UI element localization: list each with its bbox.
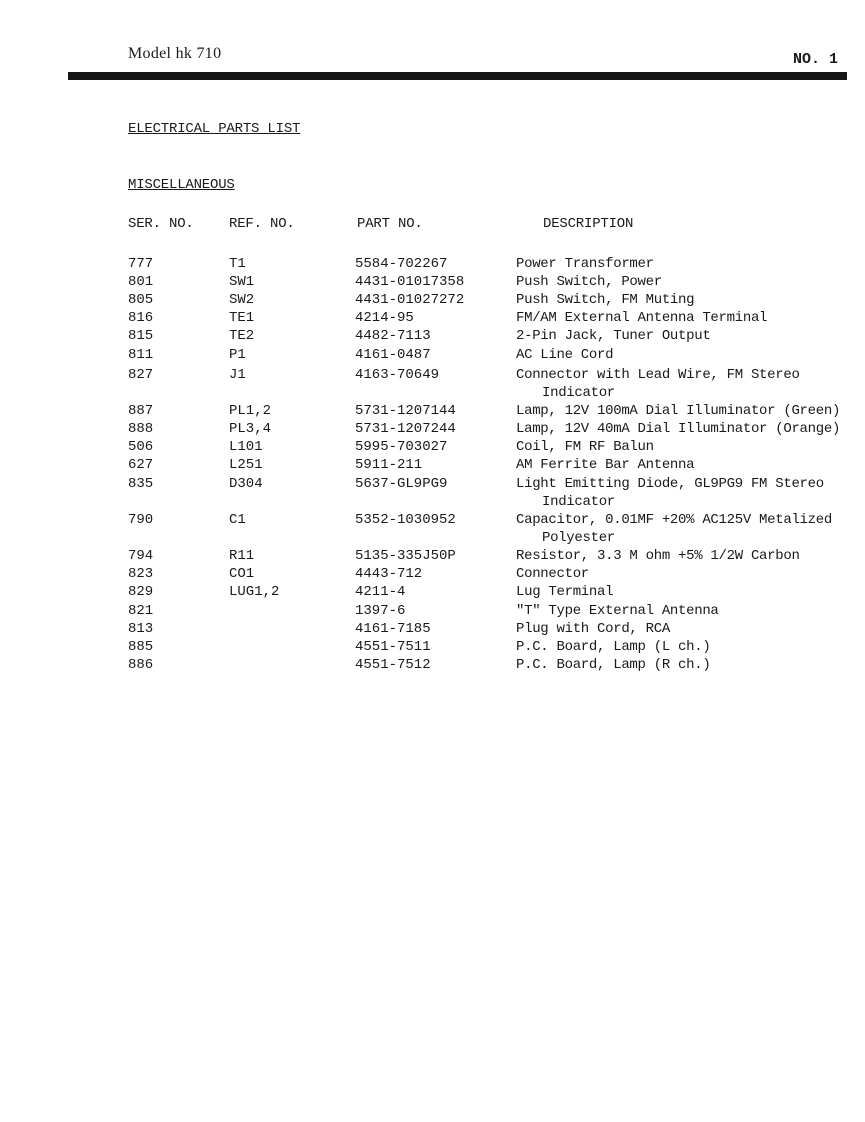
ser-no: 888 [128, 421, 154, 437]
ser-no: 815 [128, 328, 154, 344]
part-no: 5637-GL9PG9 [355, 476, 448, 492]
column-header-ref-no: REF. NO. [229, 216, 295, 232]
ser-no: 627 [128, 457, 154, 473]
table-row [0, 456, 865, 474]
table-row [0, 346, 865, 364]
page-number: NO. 1 [793, 51, 839, 68]
column-header-part-no: PART NO. [357, 216, 423, 232]
table-row [0, 565, 865, 583]
table-row [0, 620, 865, 638]
part-no: 5731-1207244 [355, 421, 456, 437]
table-row [0, 511, 865, 529]
ref-no: P1 [229, 347, 246, 363]
ref-no: TE2 [229, 328, 255, 344]
description: Plug with Cord, RCA [516, 621, 670, 637]
description: P.C. Board, Lamp (R ch.) [516, 657, 711, 673]
part-no: 4211-4 [355, 584, 406, 600]
ref-no: SW1 [229, 274, 255, 290]
description: Capacitor, 0.01MF +20% AC125V Metalized [516, 512, 832, 528]
ser-no: 777 [128, 256, 154, 272]
part-no: 4443-712 [355, 566, 423, 582]
description: Push Switch, Power [516, 274, 662, 290]
table-row [0, 402, 865, 420]
ser-no: 887 [128, 403, 154, 419]
description: Resistor, 3.3 M ohm +5% 1/2W Carbon [516, 548, 800, 564]
table-row [0, 366, 865, 384]
document-title: ELECTRICAL PARTS LIST [128, 121, 301, 137]
ser-no: 816 [128, 310, 154, 326]
ser-no: 506 [128, 439, 154, 455]
table-row [0, 273, 865, 291]
description: Light Emitting Diode, GL9PG9 FM Stereo [516, 476, 824, 492]
column-header-description: DESCRIPTION [543, 216, 634, 232]
ser-no: 811 [128, 347, 154, 363]
part-no: 4482-7113 [355, 328, 431, 344]
part-no: 5135-335J50P [355, 548, 456, 564]
description: Connector [516, 566, 589, 582]
part-no: 5731-1207144 [355, 403, 456, 419]
part-no: 4431-01027272 [355, 292, 465, 308]
part-no: 1397-6 [355, 603, 406, 619]
description: P.C. Board, Lamp (L ch.) [516, 639, 711, 655]
ref-no: TE1 [229, 310, 255, 326]
section-heading: MISCELLANEOUS [128, 177, 235, 193]
table-row [0, 291, 865, 309]
description: Power Transformer [516, 256, 654, 272]
ref-no: LUG1,2 [229, 584, 280, 600]
ser-no: 805 [128, 292, 154, 308]
description: Coil, FM RF Balun [516, 439, 654, 455]
ser-no: 821 [128, 603, 154, 619]
ref-no: SW2 [229, 292, 255, 308]
description: FM/AM External Antenna Terminal [516, 310, 768, 326]
table-row [0, 420, 865, 438]
table-row [0, 309, 865, 327]
ref-no: J1 [229, 367, 246, 383]
ser-no: 790 [128, 512, 154, 528]
part-no: 4551-7512 [355, 657, 431, 673]
ref-no: R11 [229, 548, 255, 564]
part-no: 4163-70649 [355, 367, 440, 383]
part-no: 4161-7185 [355, 621, 431, 637]
ref-no: C1 [229, 512, 246, 528]
ser-no: 885 [128, 639, 154, 655]
table-row [0, 255, 865, 273]
description-continuation: Indicator [542, 494, 615, 510]
ser-no: 801 [128, 274, 154, 290]
table-row [0, 475, 865, 493]
part-no: 5911-211 [355, 457, 423, 473]
table-row [0, 438, 865, 456]
ref-no: L251 [229, 457, 263, 473]
part-no: 4214-95 [355, 310, 414, 326]
ref-no: PL1,2 [229, 403, 272, 419]
description-continuation: Indicator [542, 385, 615, 401]
ser-no: 794 [128, 548, 154, 564]
model-label: Model hk 710 [128, 45, 222, 62]
part-no: 5995-703027 [355, 439, 448, 455]
table-row [0, 583, 865, 601]
description: "T" Type External Antenna [516, 603, 719, 619]
column-header-ser-no: SER. NO. [128, 216, 194, 232]
ser-no: 823 [128, 566, 154, 582]
ser-no: 813 [128, 621, 154, 637]
part-no: 5584-702267 [355, 256, 448, 272]
table-row [0, 327, 865, 345]
description: Lug Terminal [516, 584, 614, 600]
ref-no: T1 [229, 256, 246, 272]
description: Push Switch, FM Muting [516, 292, 695, 308]
ser-no: 886 [128, 657, 154, 673]
description: AM Ferrite Bar Antenna [516, 457, 695, 473]
ref-no: CO1 [229, 566, 255, 582]
table-row [0, 638, 865, 656]
ser-no: 835 [128, 476, 154, 492]
part-no: 4161-0487 [355, 347, 431, 363]
table-row [0, 656, 865, 674]
part-no: 4551-7511 [355, 639, 431, 655]
description: AC Line Cord [516, 347, 614, 363]
ref-no: L101 [229, 439, 263, 455]
description: Connector with Lead Wire, FM Stereo [516, 367, 800, 383]
ser-no: 827 [128, 367, 154, 383]
description: Lamp, 12V 40mA Dial Illuminator (Orange) [516, 421, 841, 437]
ref-no: D304 [229, 476, 263, 492]
ser-no: 829 [128, 584, 154, 600]
header-rule [68, 72, 847, 80]
part-no: 5352-1030952 [355, 512, 456, 528]
part-no: 4431-01017358 [355, 274, 465, 290]
description-continuation: Polyester [542, 530, 615, 546]
table-row [0, 602, 865, 620]
table-row [0, 547, 865, 565]
ref-no: PL3,4 [229, 421, 272, 437]
description: Lamp, 12V 100mA Dial Illuminator (Green) [516, 403, 841, 419]
description: 2-Pin Jack, Tuner Output [516, 328, 711, 344]
